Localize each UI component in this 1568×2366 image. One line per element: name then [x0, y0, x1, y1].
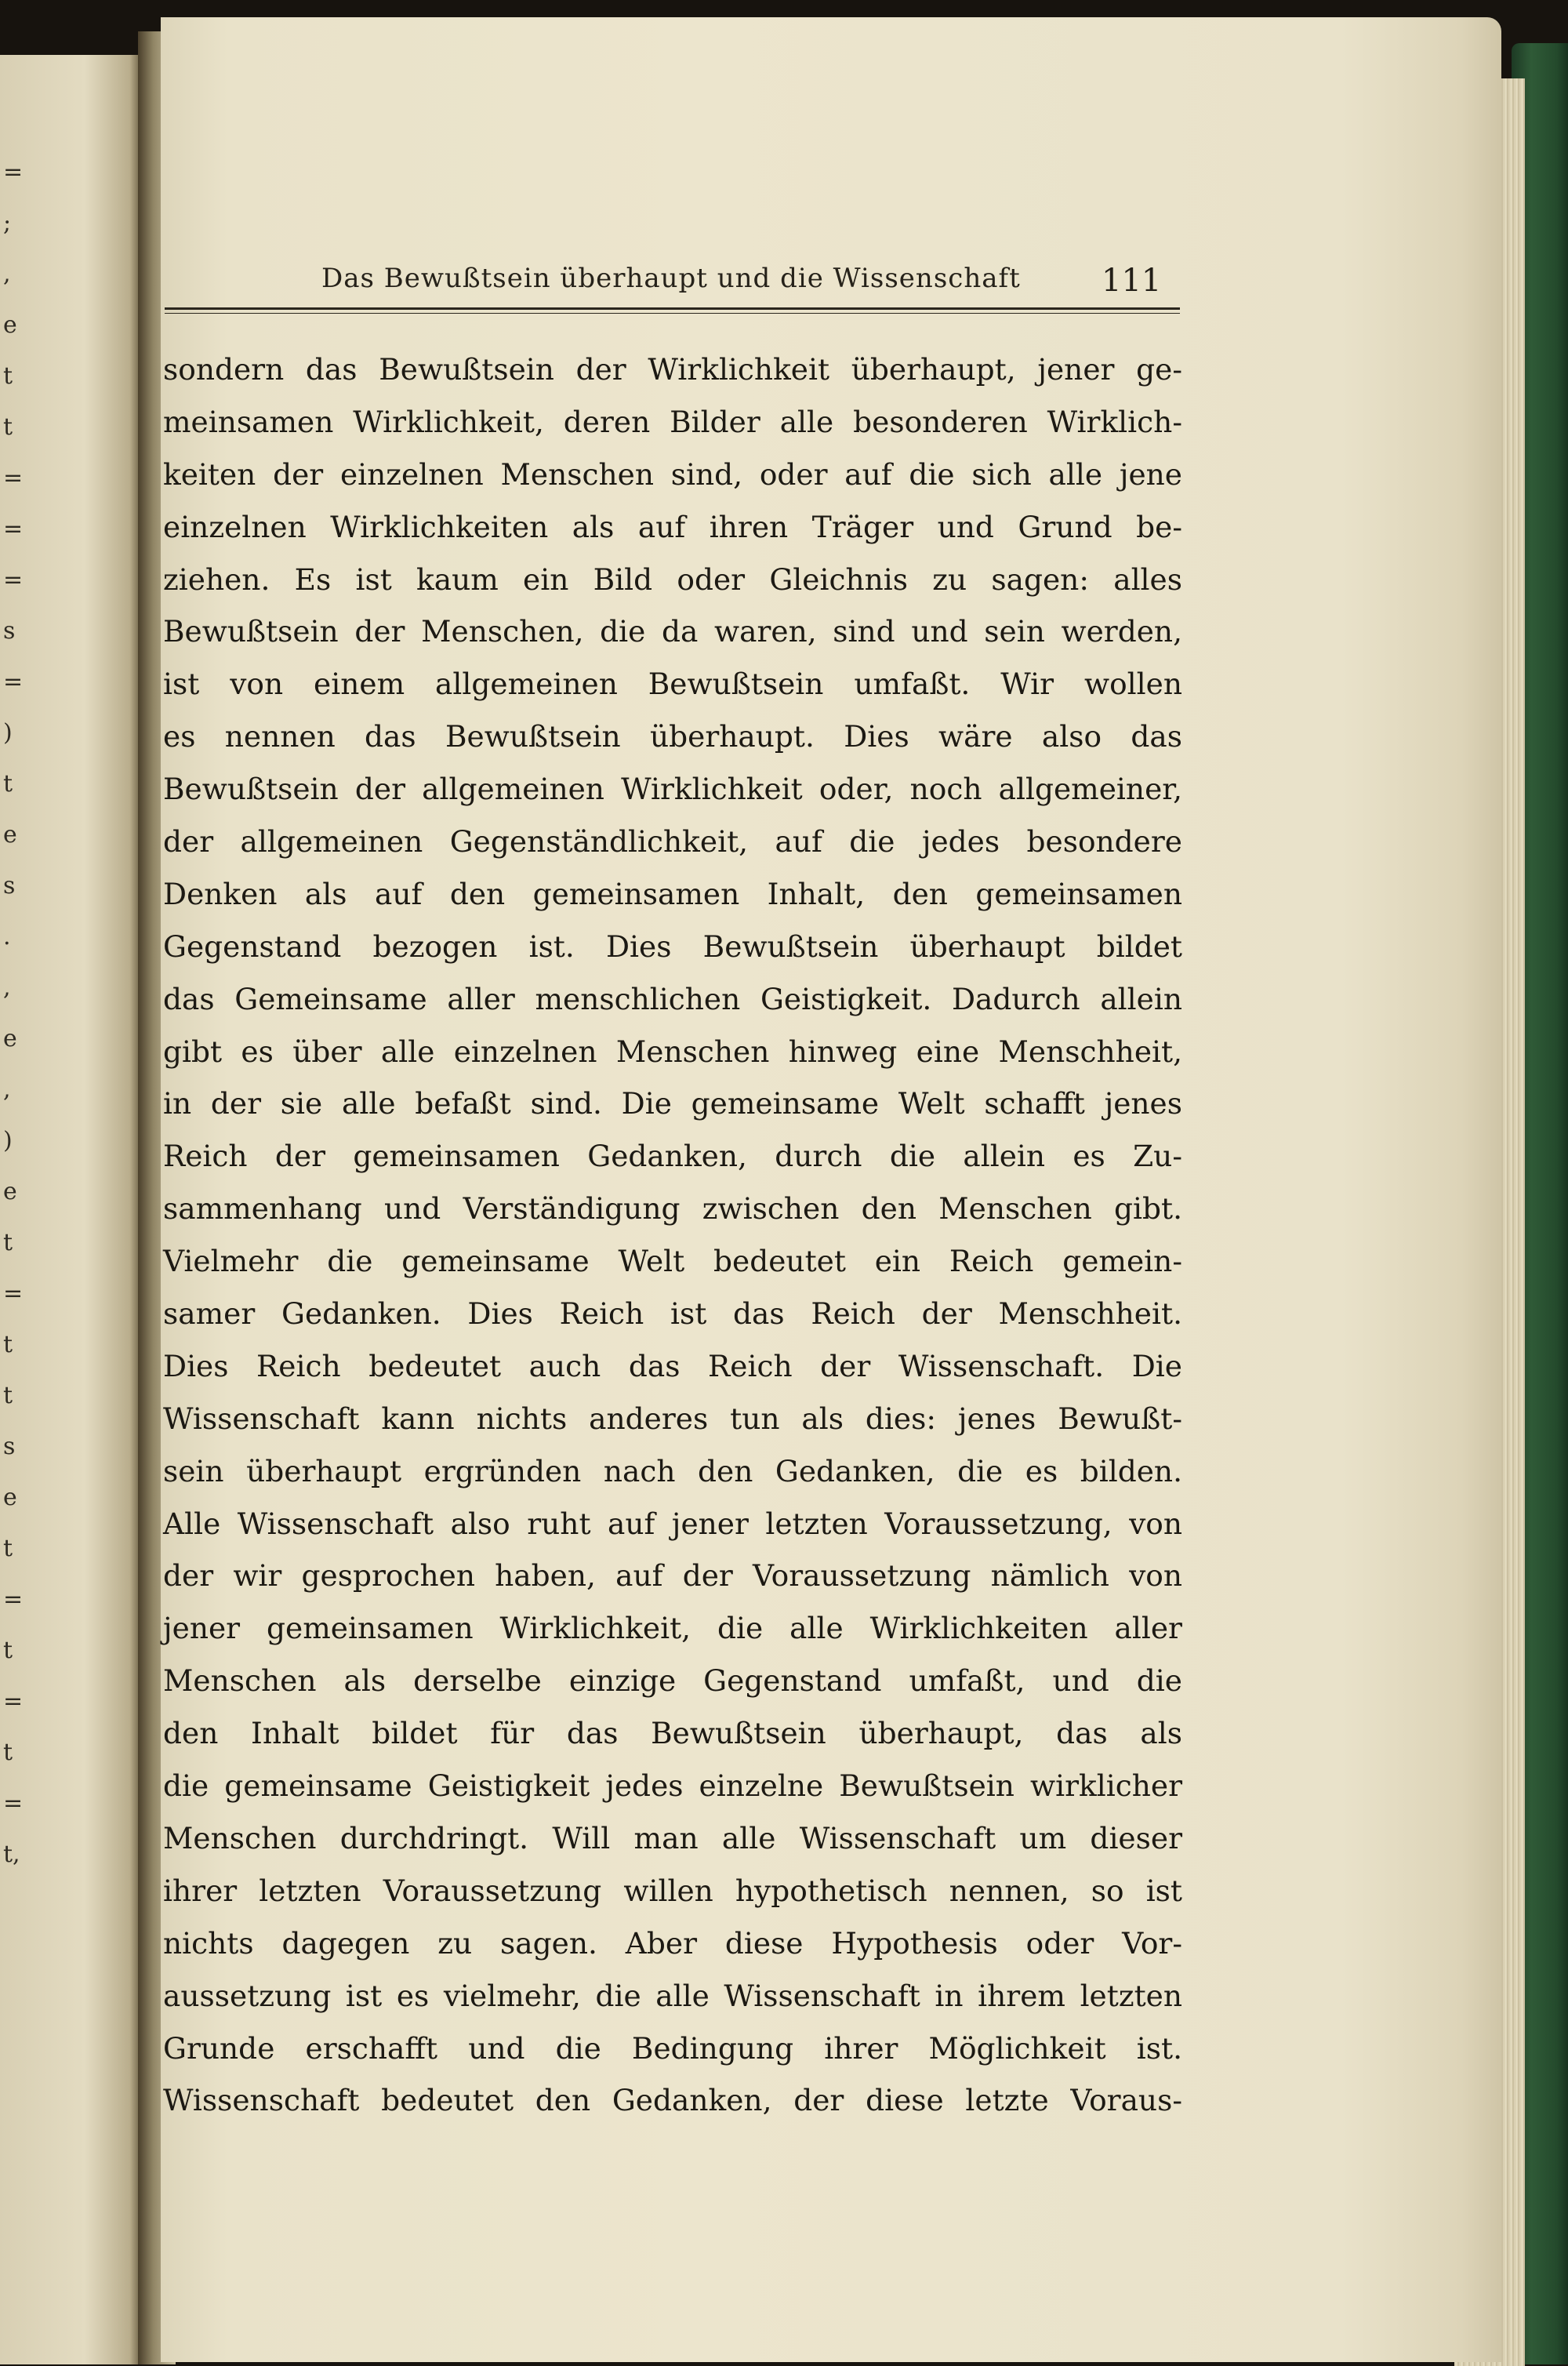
margin-mark: e: [3, 1025, 17, 1052]
text-line: einzelnen Wirklichkeiten als auf ihren Träger und Grund be-: [163, 509, 1182, 544]
text-line: Dies Reich bedeutet auch das Reich der Wissenschaft. Die: [163, 1348, 1182, 1383]
margin-mark: ): [3, 1127, 13, 1154]
text-line: Vielmehr die gemeinsame Welt bedeutet ein Reich gemein-: [163, 1244, 1182, 1279]
text-line: Wissenschaft kann nichts anderes tun als dies: jenes Bewußt-: [163, 1401, 1182, 1436]
margin-mark: =: [3, 158, 24, 186]
margin-mark: ,: [3, 974, 11, 1001]
margin-mark: =: [3, 1688, 24, 1715]
margin-mark: t: [3, 1535, 13, 1562]
text-line: der allgemeinen Gegenständlichkeit, auf die jedes besondere: [163, 824, 1182, 860]
margin-mark: e: [3, 821, 17, 849]
header-rule: [165, 307, 1180, 310]
text-line: Denken als auf den gemeinsamen Inhalt, den gemeinsamen: [163, 876, 1182, 911]
margin-mark: t: [3, 1229, 13, 1256]
margin-mark: ): [3, 719, 13, 747]
page-number: 111: [1102, 263, 1162, 299]
text-line: Menschen durchdringt. Will man alle Wissenschaft um dieser: [163, 1820, 1182, 1855]
margin-mark: t: [3, 362, 13, 390]
margin-mark: t: [3, 413, 13, 441]
text-line: den Inhalt bildet für das Bewußtsein überhaupt, das als: [163, 1716, 1182, 1751]
text-line: Wissenschaft bedeutet den Gedanken, der diese letzte Voraus-: [163, 2083, 1182, 2118]
running-title: Das Bewußtsein überhaupt und die Wissenschaft: [321, 263, 1021, 294]
text-line: Alle Wissenschaft also ruht auf jener letzten Voraussetzung, von: [163, 1506, 1182, 1541]
margin-mark: s: [3, 617, 16, 645]
margin-mark: t: [3, 770, 13, 798]
left-page-edge: [0, 55, 141, 2364]
text-line: der wir gesprochen haben, auf der Voraussetzung nämlich von: [163, 1558, 1182, 1594]
text-line: nichts dagegen zu sagen. Aber diese Hypothesis oder Vor-: [163, 1925, 1182, 1961]
text-line: das Gemeinsame aller menschlichen Geistigkeit. Dadurch allein: [163, 981, 1182, 1016]
text-line: Gegenstand bezogen ist. Dies Bewußtsein überhaupt bildet: [163, 929, 1182, 964]
margin-mark: =: [3, 464, 24, 492]
margin-mark: e: [3, 311, 17, 339]
margin-mark: =: [3, 515, 24, 543]
text-line: keiten der einzelnen Menschen sind, oder auf die sich alle jene: [163, 456, 1182, 492]
margin-mark: s: [3, 872, 16, 900]
margin-mark: =: [3, 668, 24, 696]
margin-mark: ,: [3, 260, 11, 288]
text-line: sein überhaupt ergründen nach den Gedanken, die es bilden.: [163, 1453, 1182, 1488]
margin-mark: e: [3, 1178, 17, 1205]
text-line: aussetzung ist es vielmehr, die alle Wissenschaft in ihrem letzten: [163, 1978, 1182, 2013]
text-line: Reich der gemeinsamen Gedanken, durch die allein es Zu-: [163, 1139, 1182, 1174]
text-line: meinsamen Wirklichkeit, deren Bilder alle besonderen Wirklich-: [163, 404, 1182, 439]
text-line: sondern das Bewußtsein der Wirklichkeit überhaupt, jener ge-: [163, 352, 1182, 387]
margin-mark: t,: [3, 1841, 20, 1868]
text-line: in der sie alle befaßt sind. Die gemeinsame Welt schafft jenes: [163, 1086, 1182, 1121]
margin-mark: .: [3, 923, 11, 950]
running-head: [165, 263, 1184, 302]
margin-mark: =: [3, 566, 24, 594]
text-line: ziehen. Es ist kaum ein Bild oder Gleichnis zu sagen: alles: [163, 562, 1182, 597]
text-line: Bewußtsein der allgemeinen Wirklichkeit oder, noch allgemeiner,: [163, 772, 1182, 807]
margin-mark: t: [3, 1331, 13, 1358]
text-line: Menschen als derselbe einzige Gegenstand umfaßt, und die: [163, 1663, 1182, 1699]
text-line: sammenhang und Verständigung zwischen den Menschen gibt.: [163, 1191, 1182, 1227]
margin-mark: t: [3, 1739, 13, 1766]
header-rule-thin: [165, 313, 1180, 314]
text-line: ihrer letzten Voraussetzung willen hypothetisch nennen, so ist: [163, 1873, 1182, 1908]
margin-mark: =: [3, 1586, 24, 1613]
text-line: gibt es über alle einzelnen Menschen hinweg eine Menschheit,: [163, 1034, 1182, 1069]
margin-mark: e: [3, 1484, 17, 1511]
body-text: [163, 343, 1182, 2127]
margin-mark: t: [3, 1382, 13, 1409]
text-line: die gemeinsame Geistigkeit jedes einzelne Bewußtsein wirklicher: [163, 1768, 1182, 1804]
margin-mark: =: [3, 1790, 24, 1817]
margin-mark: =: [3, 1280, 24, 1307]
text-line: samer Gedanken. Dies Reich ist das Reich der Menschheit.: [163, 1296, 1182, 1332]
margin-mark: ;: [3, 209, 12, 237]
text-line: jener gemeinsamen Wirklichkeit, die alle Wirklichkeiten aller: [163, 1611, 1182, 1646]
margin-mark: t: [3, 1637, 13, 1664]
text-line: ist von einem allgemeinen Bewußtsein umfaßt. Wir wollen: [163, 667, 1182, 702]
margin-mark: s: [3, 1433, 16, 1460]
margin-mark: ,: [3, 1076, 11, 1103]
text-line: Bewußtsein der Menschen, die da waren, sind und sein werden,: [163, 614, 1182, 649]
text-line: es nennen das Bewußtsein überhaupt. Dies wäre also das: [163, 719, 1182, 754]
text-line: Grunde erschafft und die Bedingung ihrer Möglichkeit ist.: [163, 2030, 1182, 2066]
